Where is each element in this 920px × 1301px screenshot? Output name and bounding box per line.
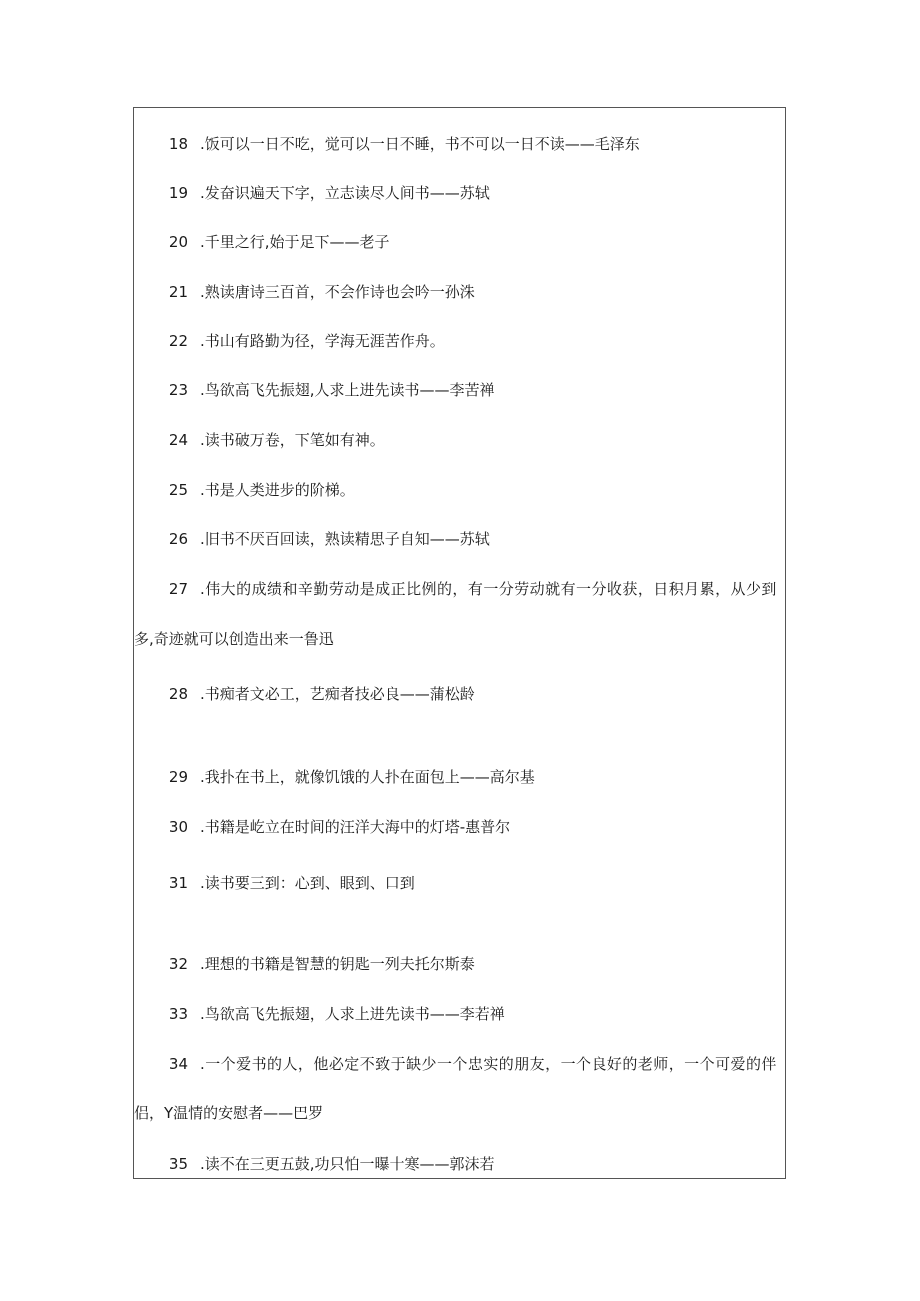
quote-number: 22 [168,332,188,350]
quote-number: 18 [168,135,188,153]
quote-number: 28 [168,685,188,703]
quote-text: .鸟欲高飞先振翅，人求上进先读书——李若禅 [200,1005,505,1023]
quote-text: .读书破万卷，下笔如有神。 [200,431,385,449]
quote-text: .旧书不厌百回读，熟读精思子自知——苏轼 [200,530,490,548]
quote-text: .读书要三到：心到、眼到、口到 [200,874,415,892]
quote-text: .鸟欲高飞先振翅,人求上进先读书——李苦禅 [200,381,495,399]
quote-continuation: 侣，Y温情的安慰者——巴罗 [134,1104,324,1122]
quote-text: .发奋识遍天下字，立志读尽人间书——苏轼 [200,184,490,202]
quote-number: 29 [168,768,188,786]
quote-number: 27 [168,580,188,598]
quote-continuation: 多,奇迹就可以创造出来一鲁迅 [134,630,334,648]
quote-text: .读不在三更五鼓,功只怕一曝十寒——郭沫若 [200,1155,495,1173]
page-frame [133,107,786,1179]
quote-number: 35 [168,1155,188,1173]
quote-number: 30 [168,818,188,836]
quote-number: 32 [168,955,188,973]
quote-text: .书籍是屹立在时间的汪洋大海中的灯塔-惠普尔 [200,818,511,836]
quote-number: 34 [168,1055,188,1073]
quote-number: 25 [168,481,188,499]
quote-number: 19 [168,184,188,202]
quote-text: .书山有路勤为径，学海无涯苦作舟。 [200,332,445,350]
quote-text: .一个爱书的人，他必定不致于缺少一个忠实的朋友，一个良好的老师，一个可爱的伴 [200,1055,777,1073]
quote-text: .千里之行,始于足下——老子 [200,233,390,251]
quote-number: 20 [168,233,188,251]
quote-number: 24 [168,431,188,449]
quote-text: .熟读唐诗三百首，不会作诗也会吟一孙洙 [200,283,475,301]
quote-number: 31 [168,874,188,892]
quote-number: 26 [168,530,188,548]
quote-number: 23 [168,381,188,399]
quote-number: 21 [168,283,188,301]
quote-text: .理想的书籍是智慧的钥匙一列夫托尔斯泰 [200,955,475,973]
quote-text: .伟大的成绩和辛勤劳动是成正比例的，有一分劳动就有一分收获，日积月累，从少到 [200,580,777,598]
quote-text: .书痴者文必工，艺痴者技必良——蒲松龄 [200,685,475,703]
quote-number: 33 [168,1005,188,1023]
quote-text: .书是人类进步的阶梯。 [200,481,355,499]
quote-text: .饭可以一日不吃，觉可以一日不睡，书不可以一日不读——毛泽东 [200,135,640,153]
quote-text: .我扑在书上，就像饥饿的人扑在面包上——高尔基 [200,768,535,786]
